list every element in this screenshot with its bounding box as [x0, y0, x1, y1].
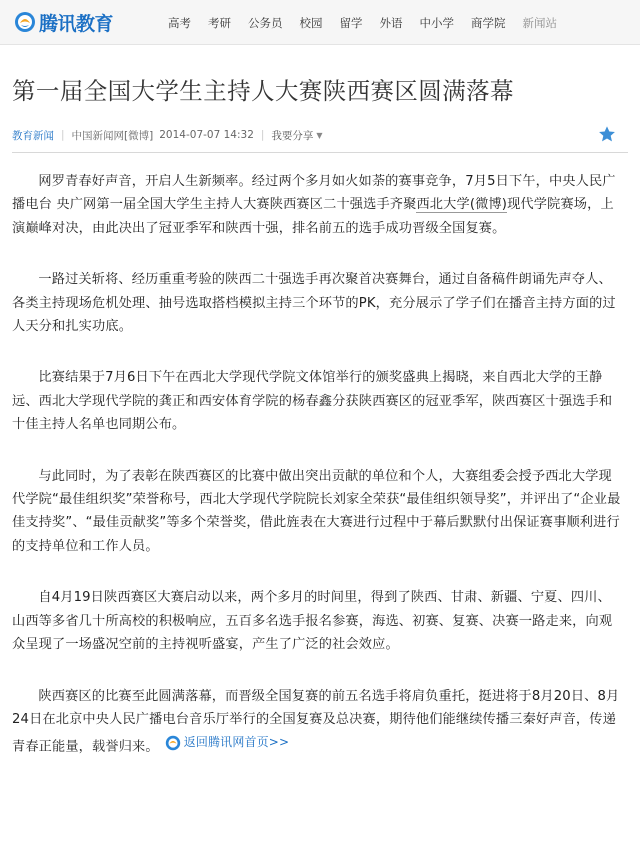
top-nav	[168, 14, 574, 32]
nav-kaoyan[interactable]: 考研	[208, 16, 231, 30]
nav-xinwenzhan[interactable]: 新闻站	[522, 16, 557, 30]
article-title: 第一届全国大学生主持人大赛陕西赛区圆满落幕	[12, 77, 514, 105]
paragraph	[12, 685, 622, 760]
qq-logo-icon	[14, 11, 36, 33]
nav-gongwuyuan[interactable]: 公务员	[248, 16, 283, 30]
xibei-university-link[interactable]: 西北大学(微博)	[416, 197, 508, 213]
star-icon[interactable]	[598, 125, 616, 143]
logo-text: 腾讯教育	[39, 12, 114, 35]
divider	[12, 152, 628, 153]
chevron-down-icon: ▼	[316, 130, 323, 140]
paragraph	[12, 170, 622, 240]
article-meta	[12, 124, 628, 146]
back-link-label: 返回腾讯网首页>>	[183, 735, 290, 750]
site-header	[0, 0, 640, 45]
qq-logo-icon	[165, 735, 181, 751]
paragraph: 比赛结果于7月6日下午在西北大学现代学院文体馆举行的颁奖盛典上揭晓，来自西北大学的王静远、西北大学现代学院的龚正和西安体育学院的杨春鑫分获陕西赛区的冠亚季军，陕西赛区十强选手和十佳主持人名单也同期公布。	[12, 370, 613, 433]
publish-time: 2014-07-07 14:32	[159, 129, 254, 141]
nav-xiaoyuan[interactable]: 校园	[299, 16, 323, 30]
paragraph: 自4月19日陕西赛区大赛启动以来，两个多月的时间里，得到了陕西、甘肃、新疆、宁夏、四川、山西等多省几十所高校的积极响应，五百多名选手报名参赛，海选、初赛、复赛、决赛一路走来，向观众呈现了一场盛况空前的主持视听盛宴，产生了广泛的社会效应。	[12, 590, 613, 653]
meta-divider: |	[260, 129, 265, 141]
source-link[interactable]: 中国新闻网[微博]	[71, 129, 154, 142]
nav-liuxue[interactable]: 留学	[339, 16, 363, 30]
site-logo[interactable]	[14, 8, 113, 36]
share-button[interactable]	[271, 128, 322, 143]
channel-link[interactable]: 教育新闻	[12, 129, 54, 142]
paragraph-text: 现代学院赛场，上演巅峰对决，由此决出了冠亚季军和陕西十强，排名前五的选手成功晋级全国复赛。	[12, 197, 614, 236]
nav-zhongxiaoxue[interactable]: 中小学	[419, 16, 454, 30]
share-label: 我要分享	[271, 129, 314, 142]
back-to-home-link[interactable]	[165, 731, 289, 754]
paragraph: 与此同时，为了表彰在陕西赛区的比赛中做出突出贡献的单位和个人，大赛组委会授予西北大学现代学院“最佳组织奖”荣誉称号，西北大学现代学院院长刘家全荣获“最佳组织领导奖”，并评出了“企业最佳支持奖”、“最佳贡献奖”等多个荣誉奖，借此旌表在大赛进行过程中于幕后默默付出保证赛事顺利进行的支持单位和工作人员。	[12, 468, 621, 554]
article-body	[12, 170, 622, 759]
nav-gaokao[interactable]: 高考	[168, 16, 191, 30]
meta-divider: |	[61, 129, 65, 141]
nav-waiyu[interactable]: 外语	[379, 16, 403, 30]
paragraph-text: 陕西赛区的比赛至此圆满落幕，而晋级全国复赛的前五名选手将肩负重托，挺进将于8月20日、8月24日在北京中央人民广播电台音乐厅举行的全国复赛及总决赛，期待他们能继续传播三秦好声音，传递青春正能量，载誉归来。	[12, 688, 620, 756]
nav-shangxueyuan[interactable]: 商学院	[471, 16, 506, 30]
paragraph: 一路过关斩将、经历重重考验的陕西二十强选手再次聚首决赛舞台，通过自备稿件朗诵先声夺人、各类主持现场危机处理、抽号选取搭档模拟主持三个环节的PK，充分展示了学子们在播音主持方面的过人天分和扎实功底。	[12, 272, 616, 335]
paragraph-text: 网罗青春好声音，开启人生新频率。经过两个多月如火如荼的赛事竞争，7月5日下午，中央人民广播电台 央广网第一届全国大学生主持人大赛陕西赛区二十强选手齐聚	[12, 174, 616, 213]
